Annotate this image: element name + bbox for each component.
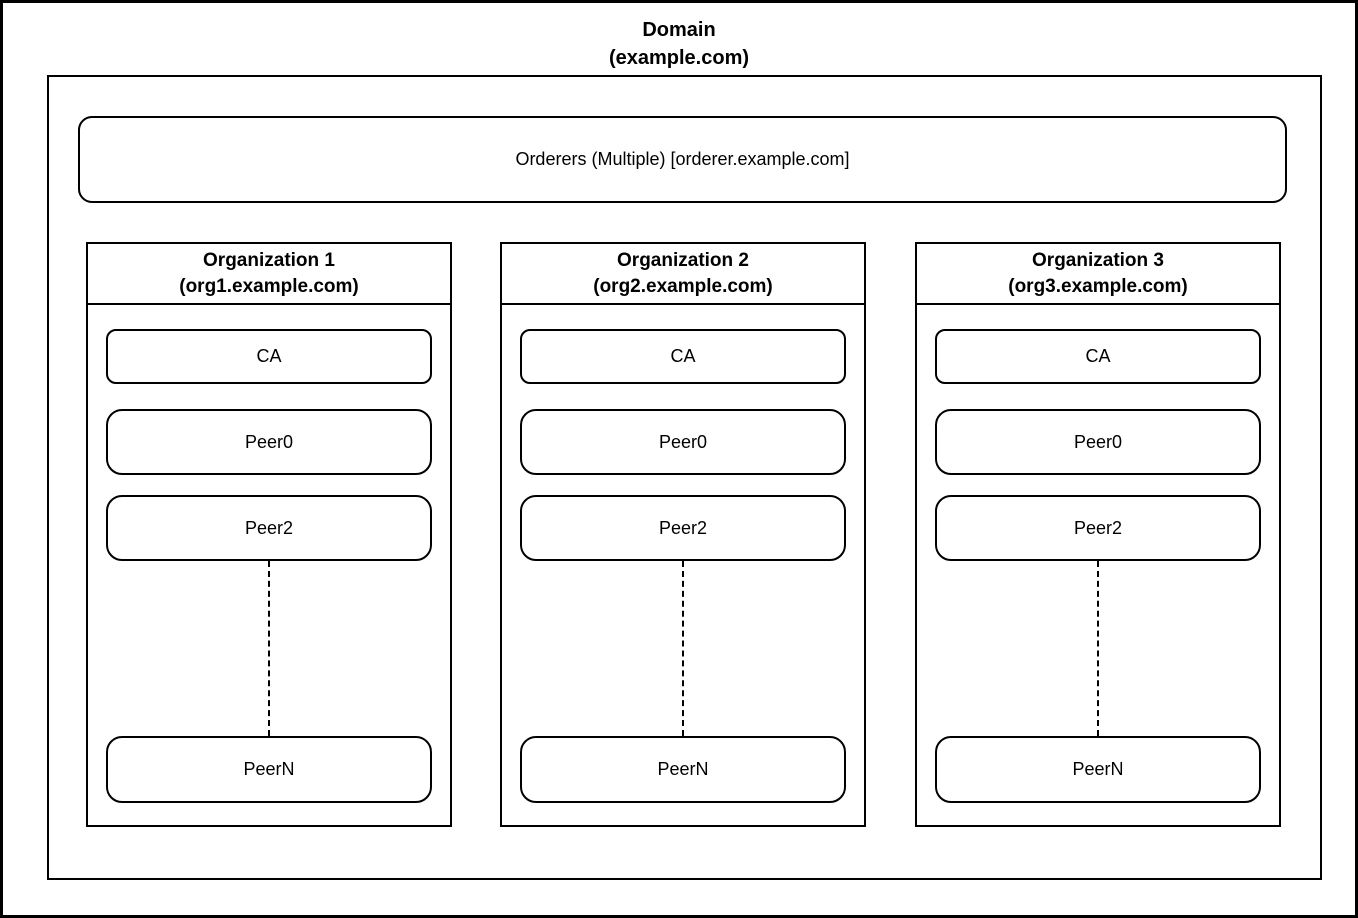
org2-peer2-label: Peer2 [658, 517, 708, 538]
organization-2-header [502, 244, 864, 305]
org3-peer0-label: Peer0 [1073, 431, 1123, 452]
org1-peer0-label: Peer0 [244, 431, 294, 452]
organization-1-header [88, 244, 450, 305]
org2-ca-node [520, 329, 846, 384]
org3-ellipsis-connector [935, 561, 1261, 736]
orderers-node [78, 116, 1287, 203]
org2-peern-node [520, 736, 846, 803]
org3-peer0-node [935, 409, 1261, 475]
organization-2-domain: (org2.example.com) [593, 275, 773, 297]
org1-ellipsis-connector [106, 561, 432, 736]
domain-container [47, 75, 1322, 880]
org3-peer2-node [935, 495, 1261, 561]
organization-2-name: Organization 2 [617, 249, 749, 271]
org1-ca-label: CA [256, 346, 282, 366]
org1-ca-node [106, 329, 432, 384]
org3-peern-node [935, 736, 1261, 803]
org1-dashed-line [268, 561, 270, 736]
org1-peer0-node [106, 409, 432, 475]
org2-dashed-line [682, 561, 684, 736]
org2-peer0-label: Peer0 [658, 431, 708, 452]
domain-title [3, 16, 1355, 72]
domain-title-line2: (example.com) [608, 47, 750, 69]
org2-ca-label: CA [670, 346, 696, 366]
organization-1-body [88, 305, 450, 825]
org3-ca-node [935, 329, 1261, 384]
org2-ellipsis-connector [520, 561, 846, 736]
organization-2-body [502, 305, 864, 825]
org2-peer0-node [520, 409, 846, 475]
org1-peer2-label: Peer2 [244, 517, 294, 538]
org1-peern-label: PeerN [243, 759, 295, 779]
organization-3-header [917, 244, 1279, 305]
org3-ca-label: CA [1085, 346, 1111, 366]
organization-3-box [915, 242, 1281, 827]
orderers-label: Orderers (Multiple) [orderer.example.com] [515, 149, 850, 169]
organization-3-domain: (org3.example.com) [1008, 275, 1188, 297]
org1-peer2-node [106, 495, 432, 561]
organization-1-box [86, 242, 452, 827]
domain-title-line1: Domain [642, 19, 716, 41]
org1-peern-node [106, 736, 432, 803]
org3-peer2-label: Peer2 [1073, 517, 1123, 538]
organization-3-name: Organization 3 [1032, 249, 1164, 271]
organization-1-name: Organization 1 [203, 249, 335, 271]
org2-peer2-node [520, 495, 846, 561]
org3-peern-label: PeerN [1072, 759, 1124, 779]
org3-dashed-line [1097, 561, 1099, 736]
organization-3-body [917, 305, 1279, 825]
organization-2-box [500, 242, 866, 827]
org2-peern-label: PeerN [657, 759, 709, 779]
organization-1-domain: (org1.example.com) [179, 275, 359, 297]
